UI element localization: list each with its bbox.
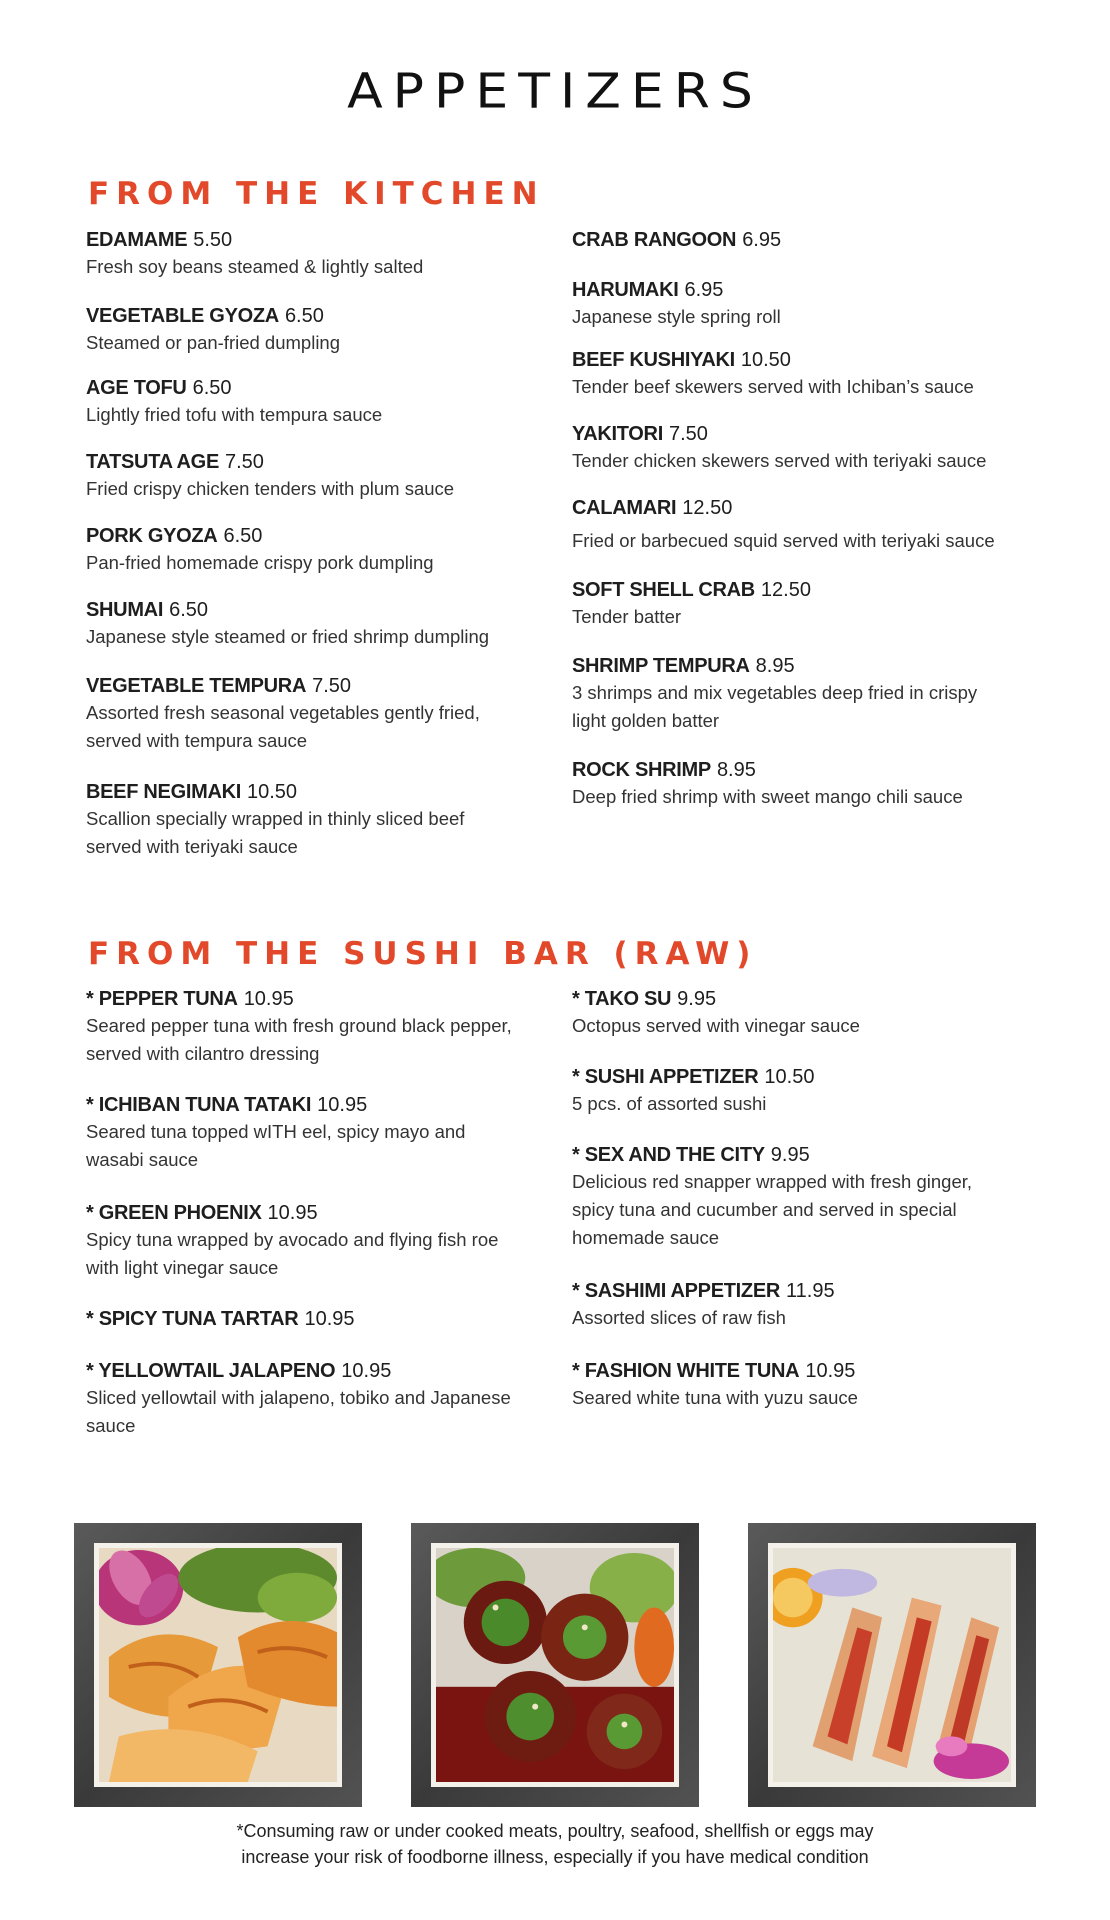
item-price: 10.95 [341,1360,392,1382]
item-name: SHRIMP TEMPURA [572,655,750,677]
item-price: 8.95 [755,655,795,677]
menu-item [572,227,781,253]
item-price: 10.50 [740,349,791,371]
item-name: PORK GYOZA [86,525,218,547]
photo-negimaki [411,1523,699,1807]
item-description: Japanese style spring roll [572,306,781,327]
menu-item [86,673,496,755]
item-name: * SASHIMI APPETIZER [572,1280,781,1302]
menu-item [86,1306,355,1332]
item-price: 8.95 [716,759,756,781]
item-name: * SPICY TUNA TARTAR [86,1308,299,1330]
item-name: ROCK SHRIMP [572,759,711,781]
item-name: HARUMAKI [572,279,679,301]
menu-item [572,757,963,811]
item-name: * GREEN PHOENIX [86,1202,262,1224]
disclaimer-line-2: increase your risk of foodborne illness, especially if you have medical condition [241,1847,869,1867]
spring-roll-image [773,1548,1011,1782]
menu-item [572,495,995,555]
health-disclaimer [0,1818,1110,1870]
menu-item [86,227,423,281]
item-description: Pan-fried homemade crispy pork dumpling [86,552,434,573]
menu-item [572,577,811,631]
item-name: CRAB RANGOON [572,229,737,251]
item-description: Assorted fresh seasonal vegetables gently fried, served with tempura sauce [86,702,480,751]
item-description: 5 pcs. of assorted sushi [572,1093,767,1114]
menu-item [86,986,516,1068]
menu-item [572,347,974,401]
item-name: CALAMARI [572,497,677,519]
item-name: * FASHION WHITE TUNA [572,1360,800,1382]
item-description: Deep fried shrimp with sweet mango chili sauce [572,786,963,807]
item-name: YAKITORI [572,423,663,445]
item-price: 7.50 [668,423,708,445]
item-description: 3 shrimps and mix vegetables deep fried in crispy light golden batter [572,682,978,731]
item-name: BEEF NEGIMAKI [86,781,241,803]
item-price: 10.95 [267,1202,318,1224]
item-name: * TAKO SU [572,988,672,1010]
item-description: Fried or barbecued squid served with teriyaki sauce [572,530,995,551]
photo-gyoza [74,1523,362,1807]
item-price: 10.95 [805,1360,856,1382]
item-description: Fried crispy chicken tenders with plum sauce [86,478,455,499]
item-description: Seared pepper tuna with fresh ground black pepper, served with cilantro dressing [86,1015,512,1064]
menu-item [86,523,434,577]
item-name: SHUMAI [86,599,164,621]
item-description: Scallion specially wrapped in thinly sliced beef served with teriyaki sauce [86,808,465,857]
disclaimer-line-1: *Consuming raw or under cooked meats, poultry, seafood, shellfish or eggs may [236,1821,874,1841]
item-price: 6.95 [742,229,782,251]
item-description: Assorted slices of raw fish [572,1307,786,1328]
item-price: 6.50 [169,599,209,621]
item-price: 10.95 [317,1094,368,1116]
item-price: 6.50 [284,305,324,327]
menu-item [572,986,860,1040]
item-description: Delicious red snapper wrapped with fresh ginger, spicy tuna and cucumber and served in special homemade sauce [572,1171,973,1248]
section-heading-kitchen: FROM THE KITCHEN [88,176,545,212]
item-description: Lightly fried tofu with tempura sauce [86,404,383,425]
item-name: SOFT SHELL CRAB [572,579,755,601]
item-price: 5.50 [193,229,233,251]
menu-item [572,421,986,475]
item-price: 10.50 [247,781,298,803]
item-price: 6.95 [684,279,724,301]
item-price: 11.95 [786,1280,835,1302]
item-price: 9.95 [770,1144,810,1166]
negimaki-image [436,1548,674,1782]
item-price: 7.50 [224,451,264,473]
menu-item [572,1358,858,1412]
item-description: Seared white tuna with yuzu sauce [572,1387,858,1408]
menu-item [572,1142,982,1252]
section-heading-sushi-bar: FROM THE SUSHI BAR (RAW) [88,936,758,972]
menu-item [572,1278,835,1332]
menu-item [572,277,781,331]
item-description: Tender chicken skewers served with teriyaki sauce [572,450,987,471]
item-price: 12.50 [760,579,811,601]
item-name: VEGETABLE GYOZA [86,305,279,327]
item-description: Octopus served with vinegar sauce [572,1015,860,1036]
item-price: 7.50 [312,675,352,697]
menu-item [572,653,992,735]
item-name: BEEF KUSHIYAKI [572,349,735,371]
page-title: APPETIZERS [347,64,763,120]
menu-item [86,779,486,861]
item-description: Tender batter [572,606,682,627]
menu-item [86,449,454,503]
item-description: Spicy tuna wrapped by avocado and flying fish roe with light vinegar sauce [86,1229,499,1278]
menu-item [86,375,382,429]
menu-item [86,1200,506,1282]
item-name: * SEX AND THE CITY [572,1144,765,1166]
item-description: Seared tuna topped wITH eel, spicy mayo and wasabi sauce [86,1121,466,1170]
item-name: * PEPPER TUNA [86,988,238,1010]
menu-item [572,1064,814,1118]
item-description: Sliced yellowtail with jalapeno, tobiko and Japanese sauce [86,1387,511,1436]
item-price: 9.95 [677,988,717,1010]
item-name: * ICHIBAN TUNA TATAKI [86,1094,312,1116]
item-name: AGE TOFU [86,377,187,399]
item-description: Tender beef skewers served with Ichiban’s sauce [572,376,974,397]
item-price: 10.95 [304,1308,355,1330]
item-name: VEGETABLE TEMPURA [86,675,307,697]
item-name: TATSUTA AGE [86,451,219,473]
item-price: 6.50 [192,377,232,399]
item-description: Steamed or pan-fried dumpling [86,332,341,353]
menu-item [86,1358,516,1440]
photo-spring-roll [748,1523,1036,1807]
menu-item [86,1092,486,1174]
menu-item [86,597,489,651]
item-price: 10.50 [764,1066,815,1088]
item-description: Japanese style steamed or fried shrimp dumpling [86,626,490,647]
item-price: 6.50 [223,525,263,547]
item-name: * YELLOWTAIL JALAPENO [86,1360,336,1382]
menu-item [86,303,340,357]
item-name: EDAMAME [86,229,188,251]
item-description: Fresh soy beans steamed & lightly salted [86,256,424,277]
item-price: 10.95 [243,988,294,1010]
item-price: 12.50 [682,497,733,519]
gyoza-image [99,1548,337,1782]
item-name: * SUSHI APPETIZER [572,1066,759,1088]
